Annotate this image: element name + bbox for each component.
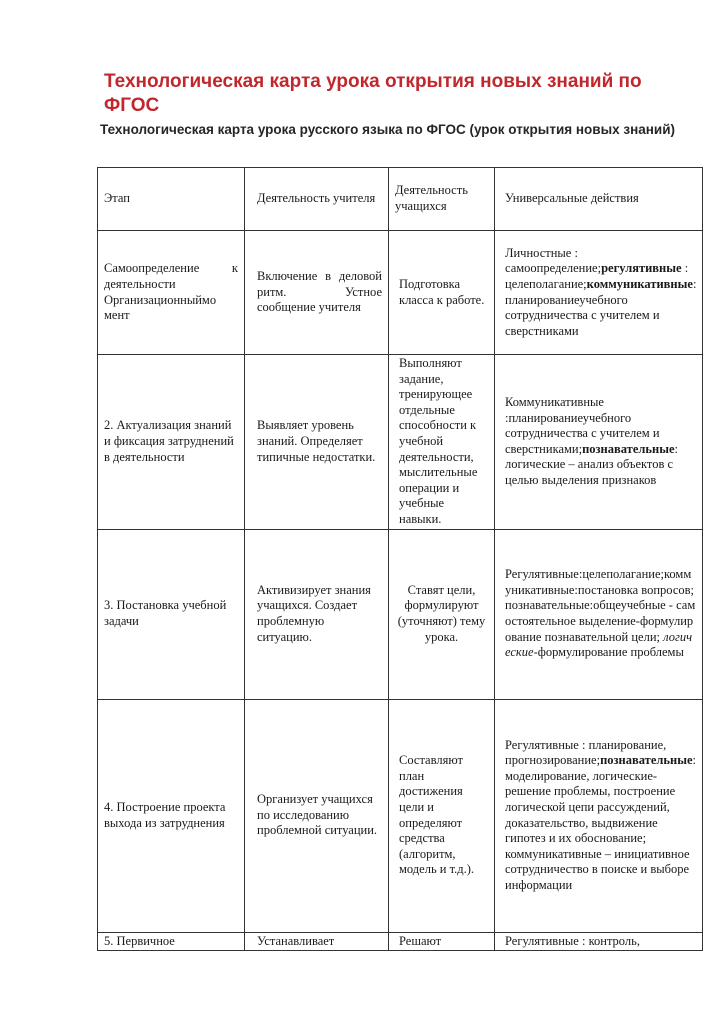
actions-cell: Личностные : самоопределение;регулятивные : целеполагание;коммуникативные: планированиеучебного сотрудничества с учителем и сверстниками: [495, 231, 703, 355]
students-cell: Составляют план достижения цели и определяют средства (алгоритм, модель и т.д.).: [389, 699, 495, 932]
stage-cell: [98, 231, 245, 355]
students-cell: Выполняют задание, тренирующее отдельные способности к учебной деятельности, мыслительные операции и учебные навыки.: [389, 355, 495, 530]
table-row: [98, 699, 703, 932]
table-row: [98, 231, 703, 355]
header-students: Деятельность учащихся: [389, 168, 495, 231]
stage-sublabel: Организационныймо мент: [104, 292, 217, 323]
document-title: Технологическая карта урока открытия новых знаний по ФГОС: [104, 71, 642, 116]
table-row: [98, 529, 703, 699]
stage-cell: 5. Первичное: [98, 932, 245, 951]
stage-cell: 3. Постановка учебной задачи: [98, 529, 245, 699]
teacher-cell: Включение в деловой ритм. Устное сообщение учителя: [245, 231, 389, 355]
table-row: [98, 932, 703, 951]
header-teacher: Деятельность учителя: [245, 168, 389, 231]
stage-label: Самоопределение к деятельности: [104, 261, 238, 291]
teacher-cell: Выявляет уровень знаний. Определяет типичные недостатки.: [245, 355, 389, 530]
actions-cell: Регулятивные : контроль,: [495, 932, 703, 951]
actions-cell: Регулятивные : планирование, прогнозирование;познавательные: моделирование, логические- решение проблемы, построение логической цепи рассуждений, доказательство, выдвижение гипотез и их обоснование; коммуникативные – инициативное сотрудничество в поиске и выборе информации: [495, 699, 703, 932]
teacher-cell: Организует учащихся по исследованию проблемной ситуации.: [245, 699, 389, 932]
table-row: [98, 355, 703, 530]
teacher-cell: Устанавливает: [245, 932, 389, 951]
header-stage: Этап: [98, 168, 245, 231]
actions-cell: Регулятивные:целеполагание;коммуникативные:постановка вопросов;познавательные:общеучебные - самостоятельное выделение-формулирование познавательной цели; логические-формулирование проблемы: [495, 529, 703, 699]
students-cell: Решают: [389, 932, 495, 951]
students-cell: Подготовка класса к работе.: [389, 231, 495, 355]
actions-cell: Коммуникативные :планированиеучебного сотрудничества с учителем и сверстниками;познавательные: логические – анализ объектов с целью выделения признаков: [495, 355, 703, 530]
teacher-cell: Активизирует знания учащихся. Создает проблемную ситуацию.: [245, 529, 389, 699]
document-subtitle: Технологическая карта урока русского языка по ФГОС (урок открытия новых знаний): [100, 122, 675, 137]
stage-cell: 4. Построение проекта выхода из затруднения: [98, 699, 245, 932]
header-actions: Универсальные действия: [495, 168, 703, 231]
students-cell: Ставят цели, формулируют (уточняют) тему урока.: [389, 529, 495, 699]
table-header-row: [98, 168, 703, 231]
stage-cell: 2. Актуализация знаний и фиксация затруднений в деятельности: [98, 355, 245, 530]
technology-map-table: [97, 167, 703, 951]
